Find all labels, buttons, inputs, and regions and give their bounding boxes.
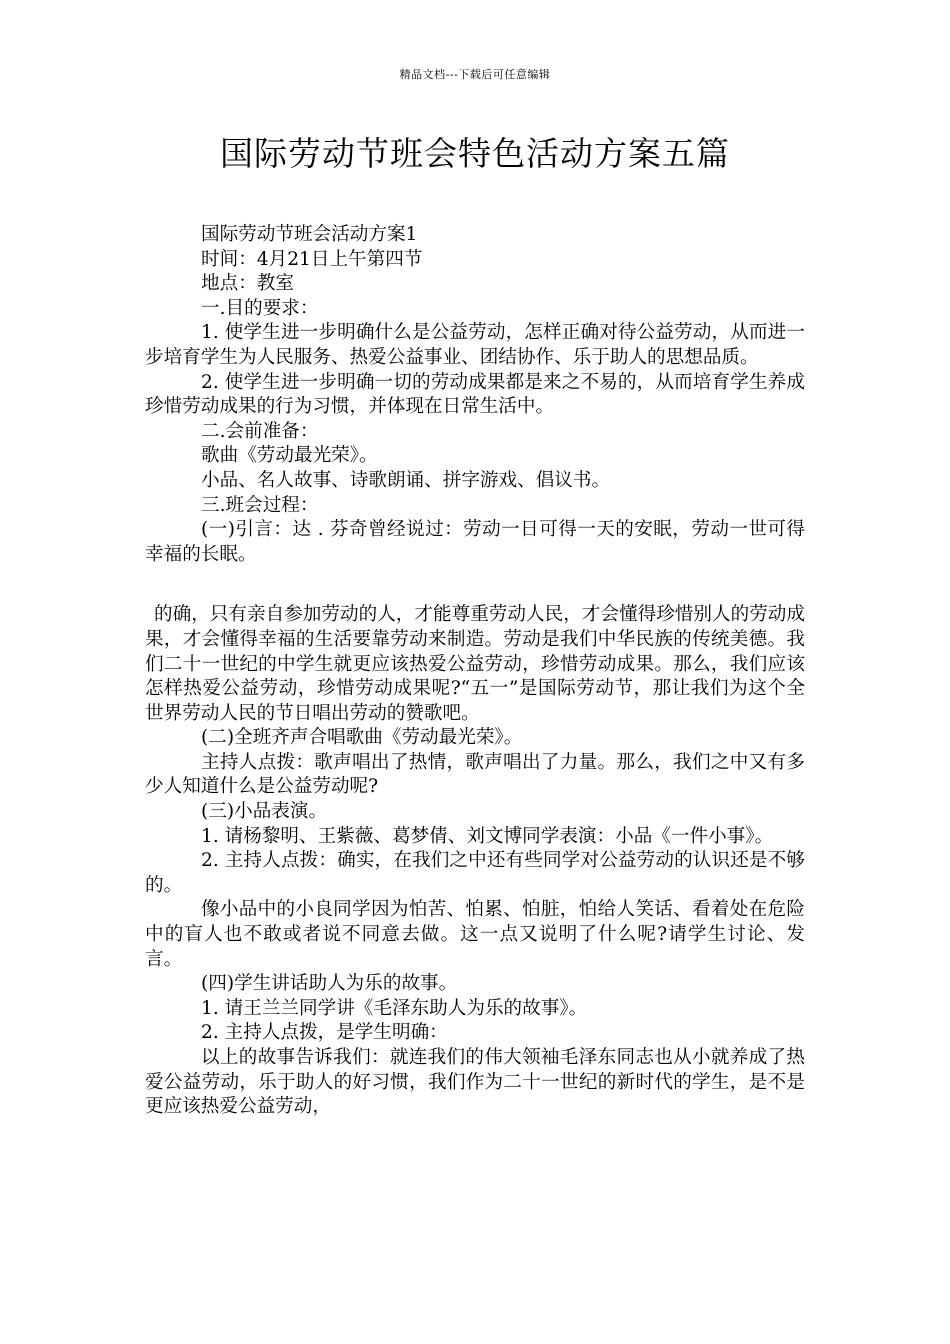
document-body — [145, 223, 805, 1120]
paragraph: (四)学生讲话助人为乐的故事。 — [201, 973, 458, 995]
paragraph: 1. 请王兰兰同学讲《毛泽东助人为乐的故事》。 — [201, 997, 588, 1019]
paragraph: 2. 主持人点拨，是学生明确： — [201, 1022, 448, 1044]
paragraph: 以上的故事告诉我们：就连我们的伟大领袖毛泽东同志也从小就养成了热爱公益劳动，乐于助人的好习惯，我们作为二十一世纪的新时代的学生，是不是更应该热爱公益劳动， — [145, 1047, 805, 1118]
paragraph-time: 时间：4月21日上午第四节 — [201, 248, 423, 270]
paragraph: 1. 使学生进一步明确什么是公益劳动，怎样正确对待公益劳动，从而进一步培育学生为人民服务、热爱公益事业、团结协作、乐于助人的思想品质。 — [145, 322, 805, 368]
heading-preparation: 二.会前准备： — [201, 420, 319, 442]
paragraph: 像小品中的小良同学因为怕苦、怕累、怕脏，怕给人笑话、看着处在危险中的盲人也不敢或者说不同意去做。这一点又说明了什么呢?请学生讨论、发言。 — [145, 899, 805, 970]
heading-objectives: 一.目的要求： — [201, 297, 319, 319]
document-title: 国际劳动节班会特色活动方案五篇 — [220, 134, 730, 173]
paragraph: 1. 请杨黎明、王紫薇、葛梦倩、刘文博同学表演：小品《一件小事》。 — [201, 825, 774, 847]
paragraph: 2. 主持人点拨：确实，在我们之中还有些同学对公益劳动的认识还是不够的。 — [145, 850, 805, 896]
paragraph: (一)引言：达 . 芬奇曾经说过：劳动一日可得一天的安眠，劳动一世可得幸福的长眠。 — [145, 519, 805, 565]
section-heading: 国际劳动节班会活动方案1 — [201, 224, 418, 245]
paragraph: 歌曲《劳动最光荣》。 — [201, 445, 378, 467]
paragraph: 主持人点拨：歌声唱出了热情，歌声唱出了力量。那么，我们之中又有多少人知道什么是公益劳动呢? — [145, 751, 805, 798]
paragraph-location: 地点：教室 — [201, 273, 294, 295]
header-note: 精品文档---下载后可任意编辑 — [399, 68, 551, 81]
paragraph: 2. 使学生进一步明确一切的劳动成果都是来之不易的，从而培育学生养成珍惜劳动成果的行为习惯，并体现在日常生活中。 — [145, 371, 805, 418]
paragraph: (三)小品表演。 — [201, 801, 328, 823]
heading-process: 三.班会过程： — [201, 494, 319, 516]
paragraph: (二)全班齐声合唱歌曲《劳动最光荣》。 — [201, 727, 523, 749]
paragraph: 的确，只有亲自参加劳动的人，才能尊重劳动人民，才会懂得珍惜别人的劳动成果，才会懂得幸福的生活要靠劳动来制造。劳动是我们中华民族的传统美德。我们二十一世纪的中学生就更应该热爱公益劳动，珍惜劳动成果。那么，我们应该怎样热爱公益劳动，珍惜劳动成果呢?“五一”是国际劳动节，那让我们为这个全世界劳动人民的节日唱出劳动的赞歌吧。 — [145, 604, 805, 724]
spacer — [145, 567, 805, 603]
paragraph: 小品、名人故事、诗歌朗诵、拼字游戏、倡议书。 — [201, 469, 611, 491]
